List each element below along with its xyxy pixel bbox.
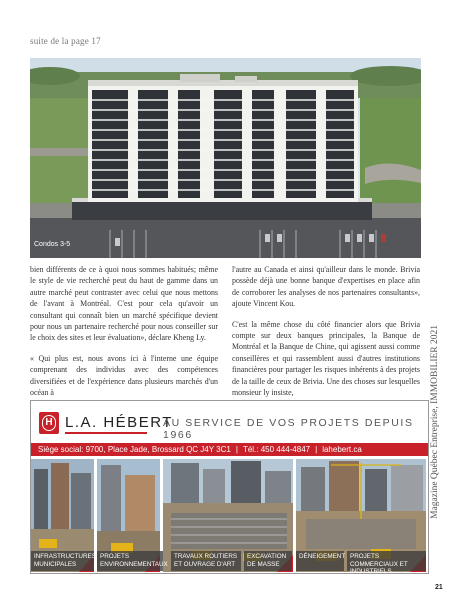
brand-underline: [65, 432, 147, 434]
article-paragraph: bien différents de ce à quoi nous sommes habitués; même le style de vie recherché peut du haut de gamme dans un autre marché peut contraster avec celui que nous mettons de l'avant à Montréal. C'est pour cela qu'avoir un consultant qui connaît bien un marché spécifique devient pour nous un partenaire recherché pour nous conseiller sur le choix des sites et leur évaluation», déclare Kheng Ly.: [30, 265, 218, 343]
brand-name: L.A. HÉBERT: [65, 414, 173, 431]
service-caption: INFRASTRUCTURES MUNICIPALES: [31, 551, 94, 571]
website-link[interactable]: lahebert.ca: [322, 445, 362, 454]
page-number: 21: [435, 584, 443, 591]
ad-tagline: AU SERVICE DE VOS PROJETS DEPUIS 1966: [163, 417, 414, 441]
magazine-title: Magazine Québec Entreprise, IMMOBILIER 2021: [430, 325, 440, 519]
service-caption: EXCAVATION DE MASSE: [244, 551, 292, 571]
article-paragraph: C'est la même chose du côté financier alors que Brivia compte sur deux banques principales, la Banque de Montréal et la Banque de Chine, qui agissent aussi comme conseillères et qui rassemblent aussi d'autres institutions financières pour partager les risques inhérents à des projets de la taille de ceux de Brivia. Une des choses sur lesquelles monsieur ly insiste,: [232, 319, 420, 398]
building-photo: [30, 58, 421, 258]
head-office-address: Siège social: 9700, Place Jade, Brossard QC J4Y 3C1: [38, 445, 231, 454]
hebert-advertisement: [30, 400, 429, 574]
service-caption: TRAVAUX ROUTIERS ET OUVRAGE D'ART: [171, 551, 241, 571]
magazine-sidebar: [430, 325, 444, 555]
continued-from-label: suite de la page 17: [30, 36, 101, 46]
article-column-left: [30, 264, 218, 407]
logo-letter: H: [45, 417, 53, 428]
article-paragraph: « Qui plus est, nous avons ici à l'interne une équipe comprenant des individus avec des compétences diversifiées et de l'expérience dans plusieurs marchés d'un océan à: [30, 353, 218, 398]
service-caption: DÉNEIGEMENT: [296, 551, 344, 571]
photo-credit: Condos 3-5: [34, 241, 71, 248]
article-paragraph: l'autre au Canada et ainsi qu'ailleur dans le monde. Brivia possède déjà une bonne banque d'expertises en place afin de corroborer les analyses de nos partenaires consultants», ajoute Vincent Kou.: [232, 265, 420, 309]
article-column-right: [232, 264, 420, 407]
phone-number: Tél.: 450 444-4847: [242, 445, 311, 454]
service-caption: PROJETS COMMERCIAUX ET INDUSTRIELS: [347, 551, 426, 571]
contact-bar: Siège social: 9700, Place Jade, Brossard QC J4Y 3C1 | Tél.: 450 444-4847 | lahebert.ca: [31, 443, 428, 456]
service-caption: PROJETS ENVIRONNEMENTAUX: [97, 551, 163, 571]
